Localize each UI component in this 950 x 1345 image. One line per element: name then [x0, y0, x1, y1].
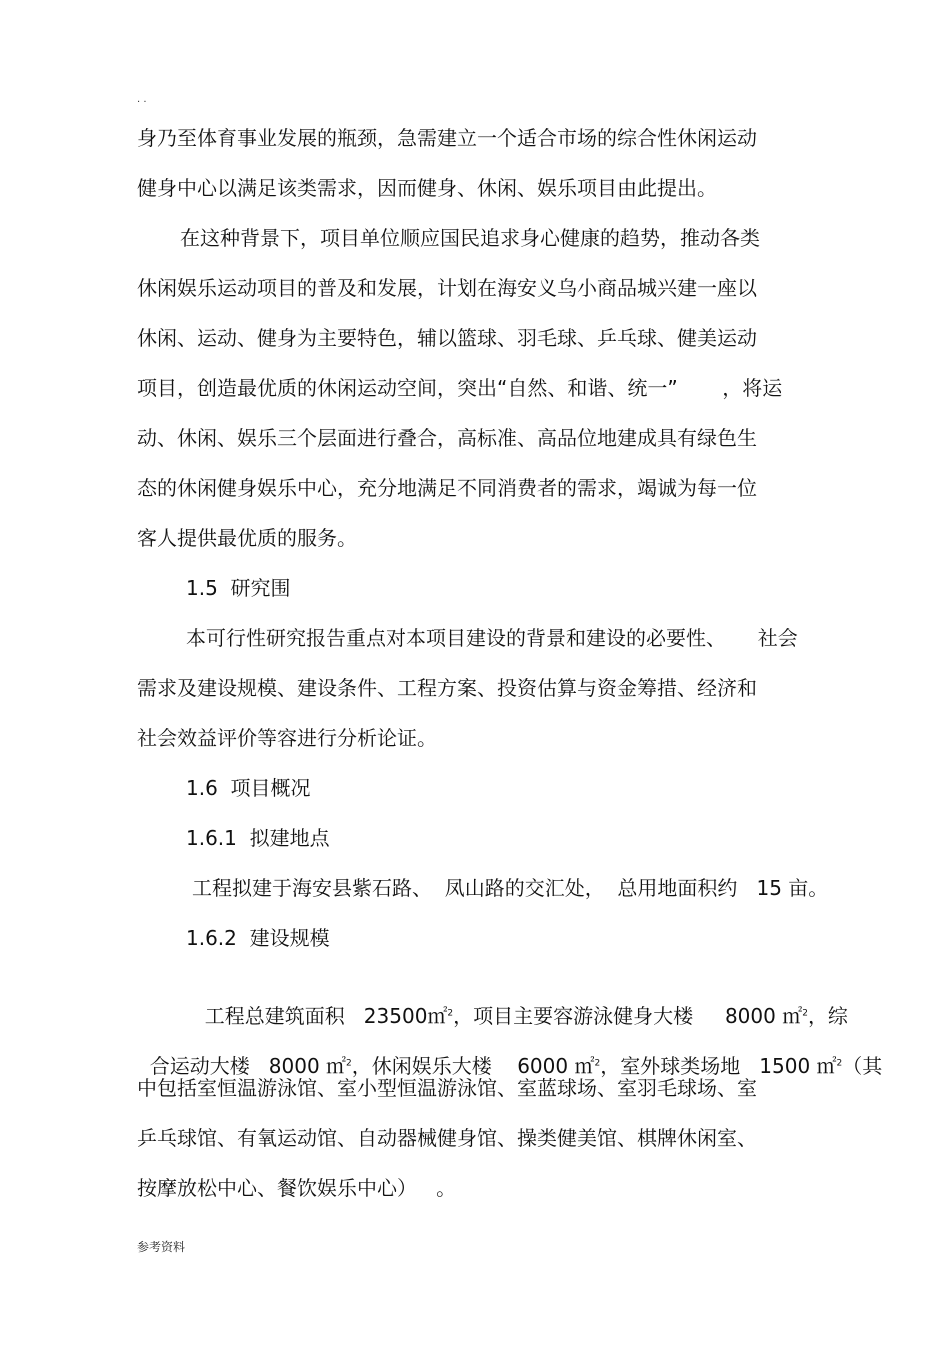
- body-line: 本可行性研究报告重点对本项目建设的背景和建设的必要性、 社会: [186, 626, 798, 650]
- body-line: 动、休闲、娱乐三个层面进行叠合，高标准、高品位地建成具有绿色生: [137, 426, 757, 450]
- scale-text: 工程总建筑面积 23500㎡: [204, 1004, 448, 1028]
- body-line: 项目，创造最优质的休闲运动空间，突出“自然、和谐、统一” ，将运: [137, 376, 783, 400]
- body-line: 乒乓球馆、有氧运动馆、自动器械健身馆、操类健美馆、棋牌休闲室、: [137, 1126, 757, 1150]
- scale-line: [137, 1024, 882, 1080]
- body-line: 健身中心以满足该类需求，因而健身、休闲、娱乐项目由此提出。: [137, 176, 717, 200]
- scale-text: ，休闲娱乐大楼 6000 ㎡: [351, 1054, 595, 1078]
- scale-text: ，室外球类场地 1500 ㎡: [600, 1054, 837, 1078]
- superscript: 2: [447, 1008, 454, 1019]
- body-line: 休闲、运动、健身为主要特色，辅以篮球、羽毛球、乒乓球、健美运动: [137, 326, 757, 350]
- body-line: 工程拟建于海安县紫石路、 凤山路的交汇处， 总用地面积约 15 亩。: [192, 876, 829, 900]
- section-heading-1-6: 1.6 项目概况: [186, 776, 311, 800]
- scale-text: 合运动大楼 8000 ㎡: [149, 1054, 347, 1078]
- superscript: 2: [836, 1058, 843, 1069]
- body-line: 休闲娱乐运动项目的普及和发展，计划在海安义乌小商品城兴建一座以: [137, 276, 757, 300]
- body-line: 身乃至体育事业发展的瓶颈，急需建立一个适合市场的综合性休闲运动: [137, 126, 757, 150]
- scale-text: ，综: [807, 1004, 848, 1028]
- body-line: 需求及建设规模、建设条件、工程方案、投资估算与资金筹措、经济和: [137, 676, 757, 700]
- scale-line: [192, 974, 848, 1030]
- superscript: 2: [346, 1058, 352, 1069]
- body-line: 按摩放松中心、餐饮娱乐中心） 。: [137, 1176, 457, 1200]
- body-line: 中包括室恒温游泳馆、室小型恒温游泳馆、室蓝球场、室羽毛球场、室: [137, 1076, 757, 1100]
- subsection-heading-1-6-1: 1.6.1 拟建地点: [186, 826, 330, 850]
- superscript: 2: [802, 1008, 808, 1019]
- superscript: 2: [594, 1058, 601, 1069]
- page-footer: 参考资料: [137, 1240, 186, 1254]
- body-line: 态的休闲健身娱乐中心，充分地满足不同消费者的需求，竭诚为每一位: [137, 476, 757, 500]
- body-line: 在这种背景下，项目单位顺应国民追求身心健康的趋势，推动各类: [180, 226, 760, 250]
- body-line: 社会效益评价等容进行分析论证。: [137, 726, 437, 750]
- scale-text: ，项目主要容游泳健身大楼 8000 ㎡: [453, 1004, 803, 1028]
- subsection-heading-1-6-2: 1.6.2 建设规模: [186, 926, 330, 950]
- header-marks: . .: [137, 94, 147, 105]
- section-heading-1-5: 1.5 研究围: [186, 576, 291, 600]
- body-line: 客人提供最优质的服务。: [137, 526, 357, 550]
- scale-text: （其: [842, 1054, 883, 1078]
